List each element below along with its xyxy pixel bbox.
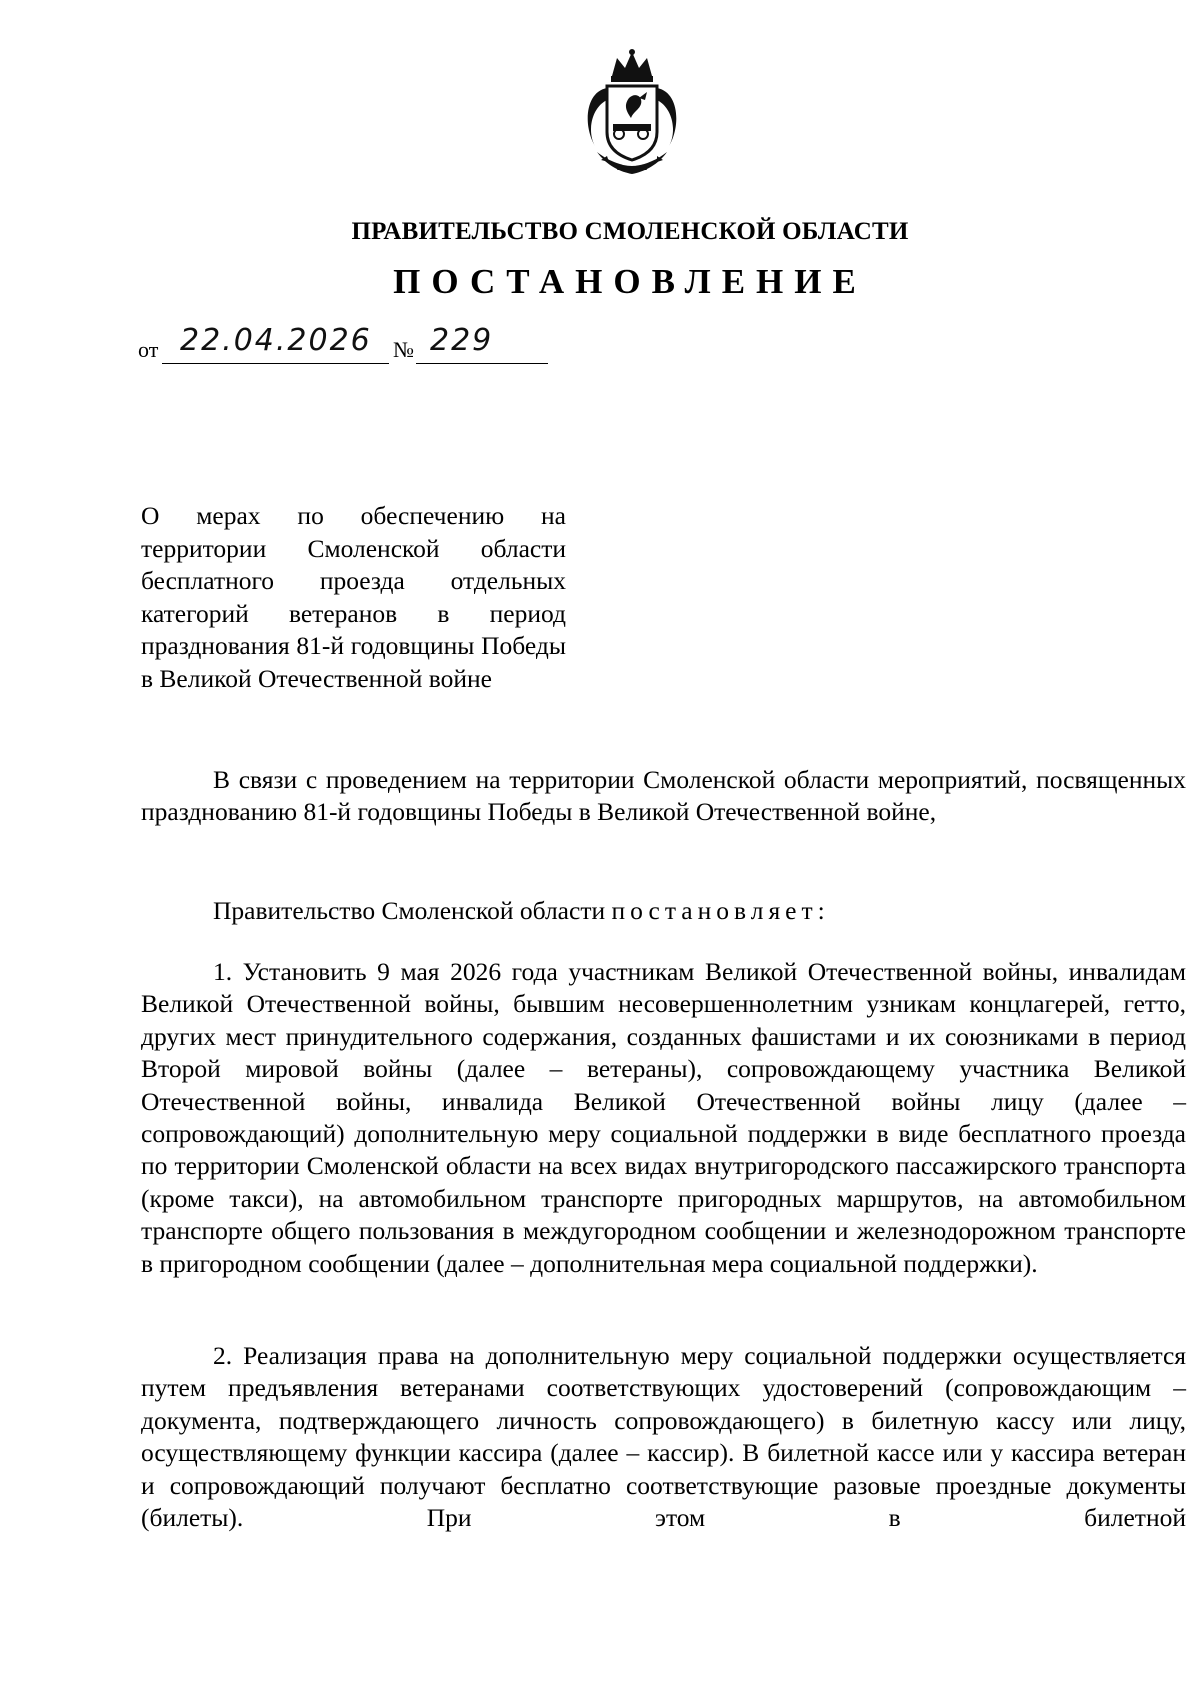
resolves-prefix: Правительство Смоленской области — [213, 896, 612, 925]
document-subject: О мерах по обеспечению на территории Смоленской области бесплатного проезда отдельных категорий ветеранов в период празднования 81-й годовщины Победы в Великой Отечественной войне — [141, 501, 566, 693]
item-1-paragraph: 1. Установить 9 мая 2026 года участникам Великой Отечественной войны, инвалидам Великой Отечественной войны, бывшим несовершеннолетним узникам концлагерей, гетто, других мест принудительного содержания, созданных фашистами и их союзниками в период Второй мировой войны (далее – ветераны), сопровождающему участника Великой Отечественной войны, инвалида Великой Отечественной войны лицу (далее – сопровождающий) дополнительную меру социальной поддержки в виде бесплатного проезда по территории Смоленской области на всех видах внутригородского пассажирского транспорта (кроме такси), на автомобильном транспорте пригородных маршрутов, на автомобильном транспорте общего пользования в междугородном сообщении и железнодорожном транспорте в пригородном сообщении (далее – дополнительная мера социальной поддержки). — [141, 957, 1186, 1278]
date-handwritten: 22.04.2026 — [180, 323, 372, 358]
resolves-word: постановляет: — [611, 896, 830, 925]
number-handwritten: 229 — [430, 323, 494, 358]
government-name: ПРАВИТЕЛЬСТВО СМОЛЕНСКОЙ ОБЛАСТИ — [351, 218, 909, 245]
from-label: от — [138, 337, 159, 362]
coat-of-arms-icon — [577, 48, 687, 180]
date-underline — [162, 363, 389, 364]
number-underline — [416, 363, 548, 364]
number-label: № — [393, 337, 414, 362]
preamble-paragraph: В связи с проведением на территории Смоленской области мероприятий, посвященных празднованию 81-й годовщины Победы в Великой Отечественной войне, — [141, 765, 1186, 827]
resolves-paragraph — [141, 895, 1186, 927]
document-type: ПОСТАНОВЛЕНИЕ — [393, 262, 867, 301]
item-2-paragraph: 2. Реализация права на дополнительную меру социальной поддержки осуществляется путем предъявления ветеранами соответствующих удостоверений (сопровождающим – документа, подтверждающего личность сопровождающего) в билетную кассу или лицу, осуществляющему функции кассира (далее – кассир). В билетной кассе или у кассира ветеран и сопровождающий получают бесплатно соответствующие разовые проездные документы (билеты). При этом в билетной — [141, 1341, 1186, 1533]
